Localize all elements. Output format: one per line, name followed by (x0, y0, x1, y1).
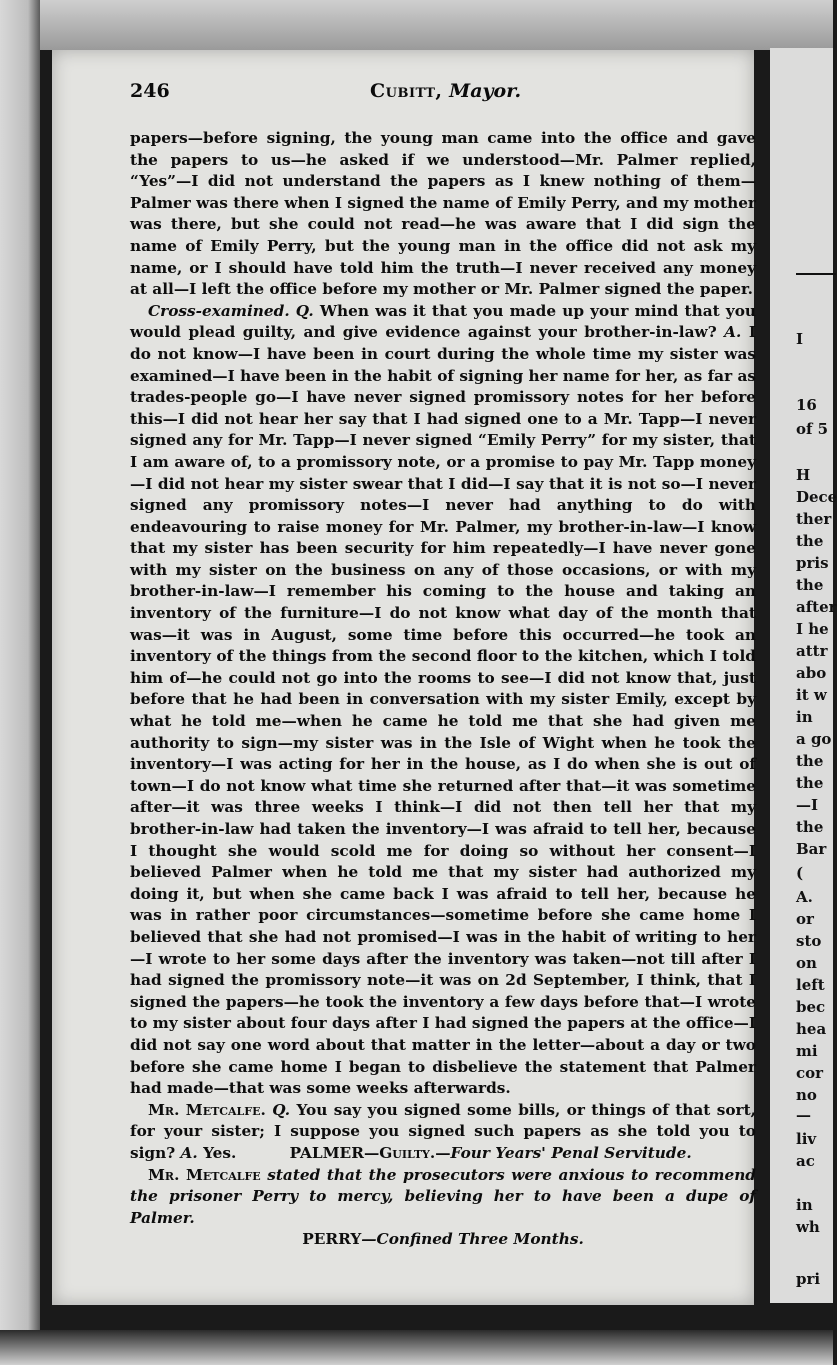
cross-examined-label: Cross-examined. (148, 301, 290, 320)
facing-page-fragment: ac (796, 1152, 815, 1170)
counsel-name: Mr. Metcalfe. (148, 1100, 266, 1119)
facing-page-fragment: bec (796, 998, 826, 1016)
verdict-sentence: Four Years' Penal Servitude. (450, 1143, 692, 1162)
facing-page-fragment: I (796, 330, 804, 348)
facing-page-fragment: wh (796, 1218, 820, 1236)
facing-page-fragment: in (796, 708, 813, 726)
question-marker-2: Q. (272, 1100, 291, 1119)
facing-page-rule (796, 273, 836, 275)
page-number: 246 (130, 80, 170, 102)
facing-page-fragment: pris (796, 554, 829, 572)
facing-page-fragment: the (796, 576, 824, 594)
verdict-perry (130, 1229, 756, 1251)
scan-top-background (0, 0, 833, 50)
facing-page-fragment: the (796, 752, 824, 770)
facing-page-fragment: a go (796, 730, 832, 748)
verdict-guilty: —Guilty.— (363, 1143, 451, 1162)
facing-page-fragment: — (796, 1106, 811, 1124)
facing-page-fragment: left (796, 976, 825, 994)
facing-page-fragment: sto (796, 932, 822, 950)
verdict-perry-name: PERRY (302, 1230, 362, 1249)
scan-left-margin (0, 0, 40, 1365)
facing-page-fragment: no (796, 1086, 817, 1104)
page-body (130, 128, 756, 1251)
facing-page-fragment: hea (796, 1020, 827, 1038)
paragraph-cross-examination (130, 301, 756, 1100)
facing-page-fragment: I he (796, 620, 829, 638)
paragraph-testimony: papers—before signing, the young man came into the office and gave the papers to us—he asked if we understood—Mr. Palmer replied, “Yes”—I did not understand the papers as I knew nothing of them—Palmer was there when I signed the name of Emily Perry, and my mother was there, but she could not read—he was aware that I did sign the name of Emily Perry, but the young man in the office did not ask my name, or I should have told him the truth—I never received any money at all—I left the office before my mother or Mr. Palmer signed the paper. (130, 129, 756, 299)
answer-text: I do not know—I have been in court during the whole time my sister was examined—I have been in the habit of signing her name for her, as far as trades-people go—I have never signed promissory notes for her before this—I did not hear her say that I had signed one to a Mr. Tapp—I never signed any for Mr. Tapp—I never signed “Emily Perry” for my sister, that I am aware of, to a promissory note, or a promise to pay Mr. Tapp money—I did not hear my sister swear that I did—I say that it is not so—I never signed any promissory notes—I never had anything to do with endeavouring to raise money for Mr. Palmer, my brother-in-law—I know that my sister has been security for him repeatedly—I have never gone with my sister on the business on any of those occasions, or with my brother-in-law—I remember his coming to the house and taking an inventory of the furniture—I do not know what day of the month that was—it was in August, some time before this occurred—he took an inventory of the things from the second floor to the kitchen, which I told him of—he could not go into the rooms to see—I did not know that, just before that he had been in conversation with my sister Emily, except by what he told me—when he came he told me that she had given me authority to sign—my sister was in the Isle of Wight when he took the inventory—I was acting for her in the house, as I do when she is out of town—I do not know what time she returned after that—it was sometime after—it was three weeks I think—I did not then tell her that my brother-in-law had taken the inventory—I was afraid to tell her, because I thought she would scold me for doing so without her consent—I believed Palmer when he told me that my sister had authorized my doing it, but when she came back I was afraid to tell her, because he was in rather poor circumstances—sometime before she came home I believed that she had not promised—I was in the habit of writing to her—I wrote to her some days after the inventory was taken—not till after I had signed the promissory note—it was on 2d September, I think, that I signed the papers—he took the inventory a few days before that—I wrote to my sister about four days after I had signed the papers at the office—I did not say one word about that matter in the letter—about a day or two before she came home I began to disbelieve the statement that Palmer had made—that was some weeks afterwards. (130, 323, 756, 1098)
facing-page-fragment: 16 (796, 396, 817, 414)
question-text: When was it that you made up your mind that you would plead guilty, and give evidence against your brother-in-law? (130, 301, 757, 342)
facing-page-fragment: on (796, 954, 817, 972)
book-page (52, 50, 757, 1305)
answer-marker-2: A. (180, 1143, 198, 1162)
verdict-palmer-name: PALMER (289, 1143, 364, 1162)
facing-page-fragment: attr (796, 642, 828, 660)
recommendation-name: Mr. Metcalfe (148, 1165, 261, 1184)
paragraph-metcalfe (130, 1100, 756, 1165)
facing-page-fragment: abo (796, 664, 827, 682)
facing-page-fragment: A. (796, 888, 813, 906)
facing-page-fragment: pri (796, 1270, 821, 1288)
answer-marker: A. (724, 323, 742, 342)
facing-page-fragment: H (796, 466, 811, 484)
recommendation-text: stated that the prosecutors were anxious to recommend the prisoner Perry to mercy, believing her to have been a dupe of Palmer. (130, 1165, 757, 1227)
paragraph-recommendation (130, 1165, 756, 1230)
facing-page-fragment: ( (796, 864, 804, 882)
question-marker: Q. (295, 301, 314, 320)
facing-page-edge (770, 48, 837, 1303)
running-head (370, 80, 521, 102)
verdict-palmer (290, 1144, 692, 1162)
facing-page-fragment: —I (796, 796, 819, 814)
running-head-name: Cubitt, (370, 80, 443, 102)
facing-page-fragment: ther (796, 510, 832, 528)
verdict-perry-sentence: —Confined Three Months. (361, 1230, 584, 1249)
facing-page-fragment: after (796, 598, 837, 616)
answer-text-2: Yes. (203, 1143, 237, 1162)
scan-bottom-background (0, 1330, 833, 1365)
question-text-2: You say you signed some bills, or things of that sort, for your sister; I suppose you signed such papers as she told you to sign? (130, 1100, 757, 1162)
page-header (130, 80, 750, 110)
facing-page-fragment: in (796, 1196, 813, 1214)
facing-page-fragment: or (796, 910, 814, 928)
facing-page-fragment: Dece (796, 488, 837, 506)
facing-page-fragment: the (796, 532, 824, 550)
running-head-title: Mayor. (449, 80, 522, 102)
facing-page-fragment: of 5 (796, 420, 829, 438)
facing-page-fragment: cor (796, 1064, 824, 1082)
facing-page-fragment: it w (796, 686, 827, 704)
facing-page-fragment: the (796, 818, 824, 836)
facing-page-fragment: the (796, 774, 824, 792)
facing-page-fragment: Bar (796, 840, 827, 858)
facing-page-fragment: liv (796, 1130, 817, 1148)
facing-page-fragment: mi (796, 1042, 818, 1060)
